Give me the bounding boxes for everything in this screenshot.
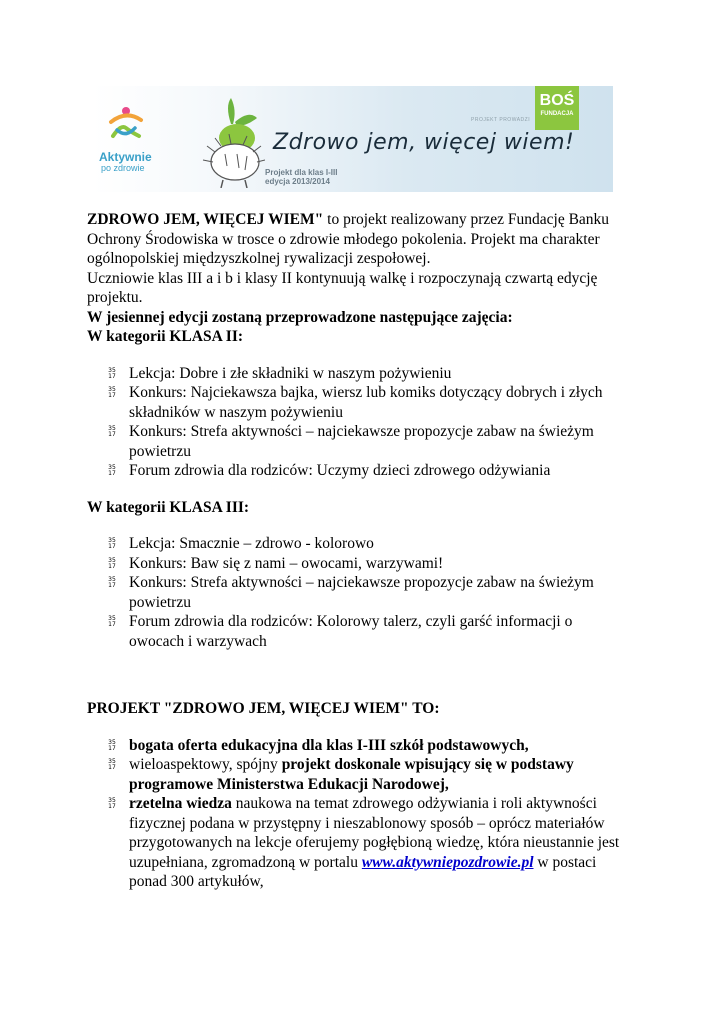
bullet-icon: 35 17 — [108, 386, 116, 399]
intro-students: Uczniowie klas III a i b i klasy II kontynuują walkę i rozpoczynają czwartą edycję projektu. — [87, 269, 598, 306]
list-item: 35 17 Konkurs: Strefa aktywności – najciekawsze propozycje zabaw na świeżym powietrzu — [108, 574, 594, 611]
portal-link[interactable]: www.aktywniepozdrowie.pl — [361, 853, 534, 871]
bos-fundacja-logo: BOŚ FUNDACJA — [535, 86, 579, 130]
bullet-icon: 35 17 — [108, 556, 116, 570]
class3-heading: W kategorii KLASA III: — [87, 498, 250, 516]
list-item: 35 17 rzetelna wiedza naukowa na temat zdrowego odżywiania i roli aktywności fizycznej podana w przystępny i nieszablonowy sposób – oprócz materiałów przygotowanych na lekcje oferujemy pogłębioną wiedzę, która nieustannie jest uzupełniana, zgromadzoną w portalu www.aktywniepozdrowie.pl w postaci ponad 300 artykułów, — [108, 795, 620, 890]
hedgehog-apple-icon — [201, 96, 265, 188]
bullet-icon: 35 17 — [108, 366, 116, 380]
document-body — [87, 210, 627, 892]
class2-heading: W kategorii KLASA II: — [87, 328, 244, 345]
bullet-icon: 35 17 — [108, 615, 116, 628]
list-item: 35 17 wieloaspektowy, spójny projekt doskonale wpisujący się w podstawy programowe Ministerstwa Edukacji Narodowej, — [108, 756, 574, 793]
bullet-icon: 35 17 — [108, 576, 116, 589]
list-item: 35 17 Forum zdrowia dla rodziców: Kolorowy talerz, czyli garść informacji o owocach i warzywach — [108, 613, 573, 650]
bullet-icon: 35 17 — [108, 738, 116, 752]
list-item: 35 17 Lekcja: Smacznie – zdrowo - kolorowo — [108, 535, 374, 552]
bullet-icon: 35 17 — [108, 758, 116, 771]
bullet-icon: 35 17 — [108, 537, 116, 550]
class3-list — [87, 534, 627, 651]
intro-paragraph: ZDROWO JEM, WIĘCEJ WIEM" to projekt realizowany przez Fundację Banku Ochrony Środowiska w trosce o zdrowie młodego pokolenia. Projekt ma charakter ogólnopolskiej międzyszkolnej rywalizacji zespołowej. — [87, 211, 610, 267]
list-item: 35 17 Forum zdrowia dla rodziców: Uczymy dzieci zdrowego odżywiania — [108, 462, 551, 479]
aktywnie-logo-icon — [103, 106, 149, 142]
list-item: 35 17 Konkurs: Strefa aktywności – najciekawsze propozycje zabaw na świeżym powietrzu — [108, 423, 594, 460]
banner-subtitle: Projekt dla klas I-III edycja 2013/2014 — [265, 168, 338, 186]
banner-title: Zdrowo jem, więcej wiem! — [273, 130, 575, 155]
project-heading: PROJEKT "ZDROWO JEM, WIĘCEJ WIEM" TO: — [87, 700, 440, 717]
bullet-icon: 35 17 — [108, 425, 116, 438]
list-item: 35 17 Lekcja: Dobre i złe składniki w naszym pożywieniu — [108, 364, 452, 382]
list-item: 35 17 Konkurs: Baw się z nami – owocami, warzywami! — [108, 554, 444, 572]
bullet-icon: 35 17 — [108, 464, 116, 477]
autumn-heading: W jesiennej edycji zostaną przeprowadzone następujące zajęcia: — [87, 308, 513, 326]
aktywnie-logo-text: Aktywnie po zdrowie — [99, 150, 152, 173]
bullet-icon: 35 17 — [108, 797, 116, 810]
list-item: 35 17 Konkurs: Najciekawsza bajka, wiersz lub komiks dotyczący dobrych i złych składników w naszym pożywieniu — [108, 384, 603, 421]
header-banner — [93, 86, 613, 192]
project-list — [87, 736, 627, 892]
class2-list — [87, 364, 627, 481]
banner-promo-text: PROJEKT PROWADZI — [471, 117, 531, 123]
list-item: 35 17 bogata oferta edukacyjna dla klas I-III szkół podstawowych, — [108, 736, 529, 754]
